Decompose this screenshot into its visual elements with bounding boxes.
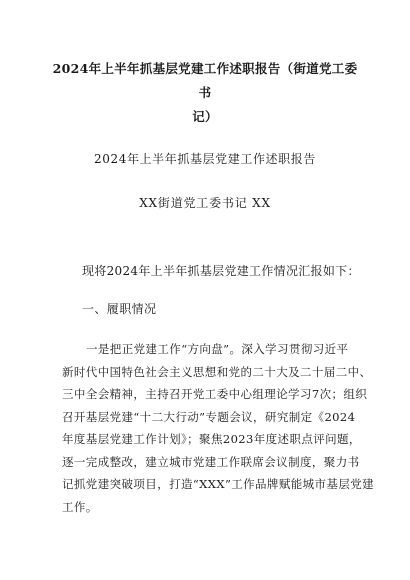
body-line: 记抓党建突破项目，打造“XXX”工作品牌赋能城市基层党建 [62, 477, 375, 491]
body-line: 工作。 [62, 499, 98, 514]
body-paragraph [62, 338, 375, 518]
body-line: 年度基层党建工作计划》；聚焦2023年度述职点评问题， [62, 432, 361, 446]
body-line: 新时代中国特色社会主义思想和党的二十大及二十届二中、 [62, 364, 372, 379]
document-title-line-1: 2024年上半年抓基层党建工作述职报告（街道党工委书 [52, 61, 358, 100]
body-line: 一是把正党建工作“方向盘”。深入学习贯彻习近平 [86, 342, 349, 356]
body-line: 召开基层党建“十二大行动”专题会议，研究制定《2024 [62, 409, 356, 424]
section-heading: 一、履职情况 [82, 302, 157, 316]
body-line: 逐一完成整改，建立城市党建工作联席会议制度，聚力书 [62, 454, 360, 469]
body-line: 三中全会精神，主持召开党工委中心组理论学习7次；组织 [62, 387, 368, 401]
report-author: XX街道党工委书记 XX [139, 196, 271, 210]
document-title [50, 57, 360, 129]
document-title-line-2: 记） [192, 109, 218, 124]
report-heading: 2024年上半年抓基层党建工作述职报告 [94, 152, 316, 166]
intro-paragraph: 现将2024年上半年抓基层党建工作情况汇报如下： [82, 264, 360, 278]
